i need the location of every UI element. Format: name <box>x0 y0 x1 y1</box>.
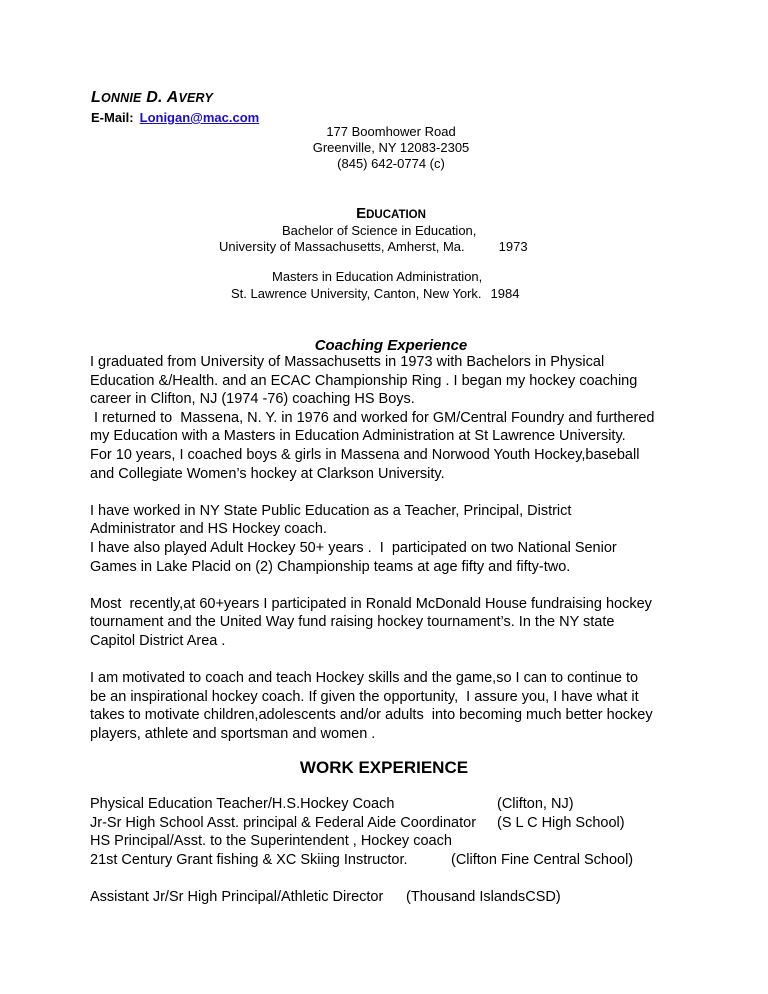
name-last-initial: A <box>166 89 179 106</box>
name-middle: D. <box>141 89 167 106</box>
degree-1: Bachelor of Science in Education, <box>282 223 477 238</box>
coaching-paragraph-1: I graduated from University of Massachusetts in 1973 with Bachelors in Physical Education &/Health. and an ECAC Championship Ring . I began my hockey coaching career in Clifton, NJ (1974 -76) coaching HS Boys. I returned to Massena, N. Y. in 1976 and worked for GM/Central Foundry and furthered my Education with a Masters in Education Administration at St Lawrence University. For 10 years, I coached boys & girls in Massena and Norwood Youth Hockey,baseball and Collegiate Women’s hockey at Clarkson University. <box>90 354 655 482</box>
education-heading: EDUCATION <box>356 205 426 222</box>
work-item <box>90 851 634 870</box>
work-location: (Clifton, NJ) <box>497 796 574 812</box>
name-last-rest: VERY <box>178 91 214 105</box>
name-first-rest: ONNIE <box>100 91 142 105</box>
work-title: Jr-Sr High School Asst. principal & Federal Aide Coordinator <box>90 814 477 831</box>
email-label: E-Mail: <box>91 110 134 125</box>
year-2: 1984 <box>490 286 520 301</box>
address-line-1: 177 Boomhower Road <box>326 124 456 139</box>
work-location: (Clifton Fine Central School) <box>451 851 634 868</box>
email-row <box>91 110 259 125</box>
name-first-initial: L <box>91 89 101 106</box>
work-item <box>90 832 476 851</box>
email-link[interactable]: Lonigan@mac.com <box>139 110 260 125</box>
work-item <box>90 888 561 907</box>
degree-2: Masters in Education Administration, <box>272 269 483 284</box>
phone-number: (845) 642-0774 (c) <box>337 156 445 171</box>
work-title: Assistant Jr/Sr High Principal/Athletic Director <box>90 888 384 905</box>
work-item <box>90 795 574 814</box>
contact-address <box>0 124 768 172</box>
work-location: (Thousand IslandsCSD) <box>406 888 561 905</box>
work-title: HS Principal/Asst. to the Superintendent , Hockey coach <box>90 833 452 850</box>
coaching-heading: Coaching Experience <box>314 337 468 354</box>
coaching-paragraph-3: Most recently,at 60+years I participated in Ronald McDonald House fundraising hockey tournament and the United Way fund raising hockey tournament’s. In the NY state Capitol District Area . <box>90 595 652 649</box>
work-item <box>90 814 625 833</box>
coaching-paragraph-4: I am motivated to coach and teach Hockey skills and the game,so I can to continue to be an inspirational hockey coach. If given the opportunity, I assure you, I have what it takes to motivate children,adolescents and/or adults into becoming much better hockey players, athlete and sportsman and women . <box>90 670 653 742</box>
coaching-paragraph-2: I have worked in NY State Public Education as a Teacher, Principal, District Administrator and HS Hockey coach. I have also played Adult Hockey 50+ years . I participated on two National Senior Games in Lake Placid on (2) Championship teams at age fifty and fifty-two. <box>90 502 617 575</box>
year-1: 1973 <box>498 239 528 254</box>
school-2: St. Lawrence University, Canton, New York. 1984 <box>231 286 520 301</box>
work-title: Physical Education Teacher/H.S.Hockey Coach <box>90 796 395 812</box>
address-line-2: Greenville, NY 12083-2305 <box>312 140 470 155</box>
work-title: 21st Century Grant fishing & XC Skiing Instructor. <box>90 851 408 868</box>
coaching-body <box>90 353 710 762</box>
applicant-name <box>91 89 213 107</box>
work-list <box>90 795 634 907</box>
work-heading: WORK EXPERIENCE <box>299 758 469 777</box>
work-location: (S L C High School) <box>497 814 625 831</box>
school-1: University of Massachusetts, Amherst, Ma. 1973 <box>219 239 528 254</box>
